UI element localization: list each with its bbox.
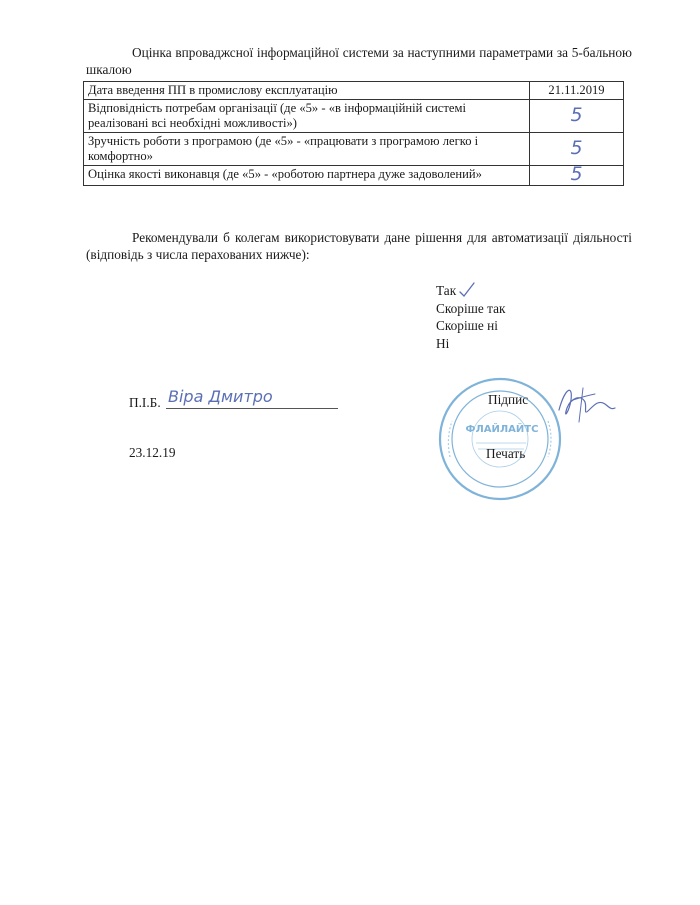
intro-text: Оцінка впроваджсної інформаційної системи за наступними параметрами за 5-бальною шкалою — [86, 45, 632, 77]
handwritten-score: 5 — [570, 103, 583, 126]
row-label: Зручність роботи з програмою (де «5» - «працювати з програмою легко і комфортно» — [84, 133, 530, 166]
option-rather-no: Скоріше ні — [436, 318, 498, 333]
ratings-table — [83, 81, 624, 186]
stamp-text: ФЛАЙЛАЙТС — [465, 424, 539, 435]
row-label: Оцінка якості виконавця (де «5» - «роботою партнера дуже задоволений» — [84, 166, 530, 186]
signature-icon — [555, 380, 617, 426]
table-row — [84, 82, 624, 100]
handwritten-name — [168, 384, 344, 414]
option-rather-yes: Скоріше так — [436, 300, 506, 316]
recommendation-text: Рекомендували б колегам використовувати дане рішення для автоматизації діяльності (відповідь з числа перахованих нижче): — [86, 230, 632, 262]
handwritten-score: 5 — [570, 136, 583, 159]
date-field: 23.12.19 — [129, 445, 176, 460]
svg-text:Віра Дмитро: Віра Дмитро — [168, 387, 273, 406]
row-value — [530, 100, 624, 133]
row-value — [530, 133, 624, 166]
checkmark-icon — [458, 282, 476, 298]
handwritten-score: 5 — [570, 163, 583, 185]
pib-label: П.І.Б. — [129, 395, 161, 410]
row-label: Відповідність потребам організації (де «5» - «в інформаційній системі реалізовані всі необхідні можливості») — [84, 100, 530, 133]
row-value — [530, 163, 624, 186]
signature-label: Підпис — [488, 392, 529, 407]
option-no: Ні — [436, 335, 450, 351]
table-row — [84, 133, 624, 166]
option-yes: Так — [436, 283, 457, 298]
row-value: 21.11.2019 — [530, 82, 624, 100]
row-label: Дата введення ПП в промислову експлуатацію — [84, 82, 530, 100]
table-row — [84, 100, 624, 133]
table-row — [84, 166, 624, 186]
stamp-label: Печать — [486, 446, 526, 461]
